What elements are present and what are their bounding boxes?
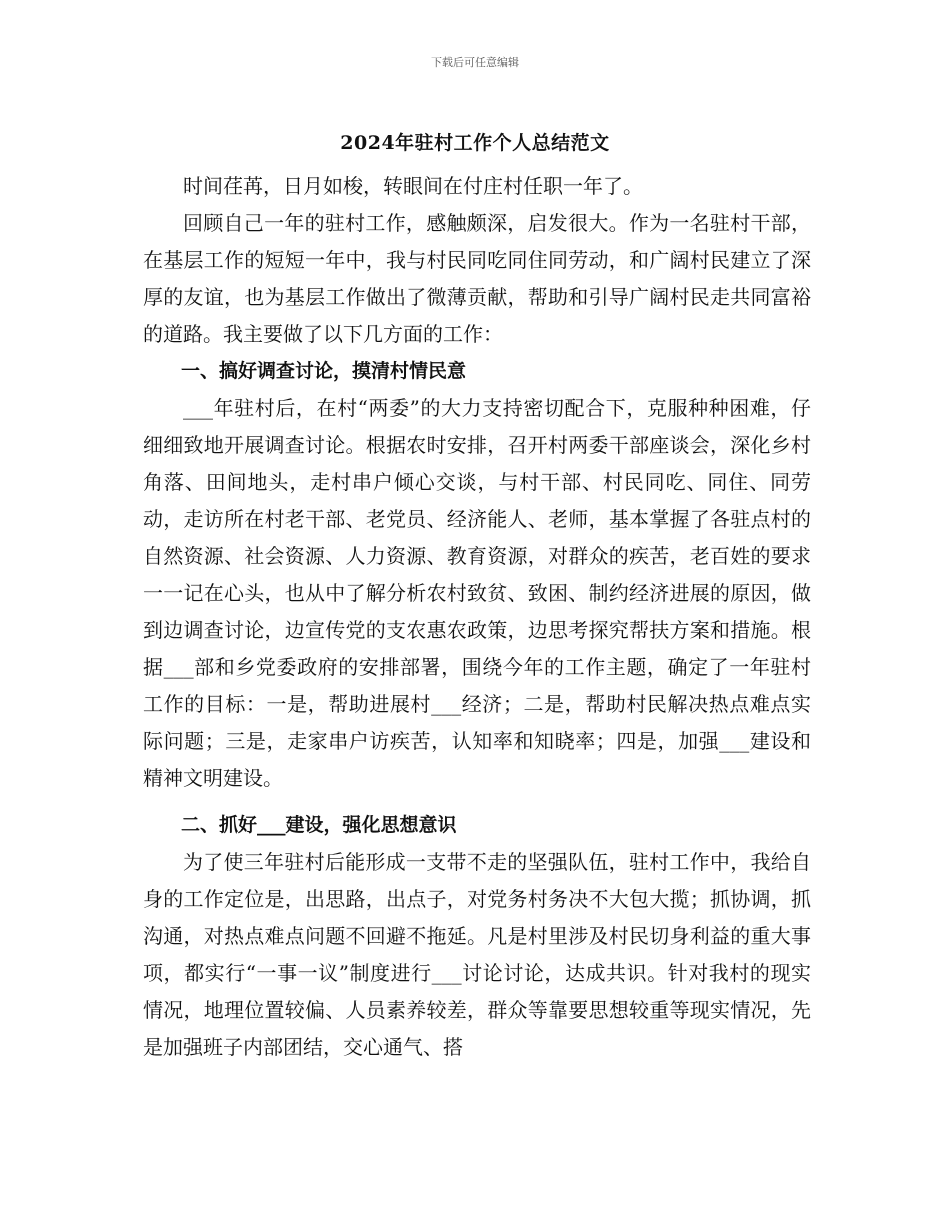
header-note: 下载后可任意编辑 <box>431 56 519 69</box>
section-heading-1: 一、搞好调查讨论，摸清村情民意 <box>181 360 467 382</box>
paragraph-intro: 时间荏苒，日月如梭，转眼间在付庄村任职一年了。 <box>183 174 643 198</box>
paragraph-section-1: ___年驻村后，在村“两委”的大力支持密切配合下，克服种种困难，仔细细致地开展调查讨论。根据农时安排，召开村两委干部座谈会，深化乡村角落、田间地头，走村串户倾心交谈，与村干部、村民同吃、同住、同劳动，走访所在村老干部、老党员、经济能人、老师，基本掌握了各驻点村的自然资源、社会资源、人力资源、教育资源，对群众的疾苦，老百姓的要求一一记在心头，也从中了解分析农村致贫、致困、制约经济进展的原因，做到边调查讨论，边宣传党的支农惠农政策，边思考探究帮扶方案和措施。根据___部和乡党委政府的安排部署，围绕今年的工作主题，确定了一年驻村工作的目标：一是，帮助进展村___经济；二是，帮助村民解决热点难点实际问题；三是，走家串户访疾苦，认知率和知晓率；四是，加强___建设和精神文明建设。 <box>143 396 811 790</box>
document-title: 2024年驻村工作个人总结范文 <box>340 132 610 154</box>
paragraph-section-2: 为了使三年驻村后能形成一支带不走的坚强队伍，驻村工作中，我给自身的工作定位是，出思路，出点子，对党务村务决不大包大揽；抓协调，抓沟通，对热点难点问题不回避不拖延。凡是村里涉及村民切身利益的重大事项，都实行“一事一议”制度进行___讨论讨论，达成共识。针对我村的现实情况，地理位置较偏、人员素养较差，群众等靠要思想较重等现实情况，先是加强班子内部团结，交心通气、搭 <box>143 850 811 1059</box>
document-body <box>143 168 811 1066</box>
paragraph-review: 回顾自己一年的驻村工作，感触颇深，启发很大。作为一名驻村干部，在基层工作的短短一年中，我与村民同吃同住同劳动，和广阔村民建立了深厚的友谊，也为基层工作做出了微薄贡献，帮助和引导广阔村民走共同富裕的道路。我主要做了以下几方面的工作： <box>143 211 811 346</box>
section-heading-2: 二、抓好___建设，强化思想意识 <box>181 814 457 836</box>
